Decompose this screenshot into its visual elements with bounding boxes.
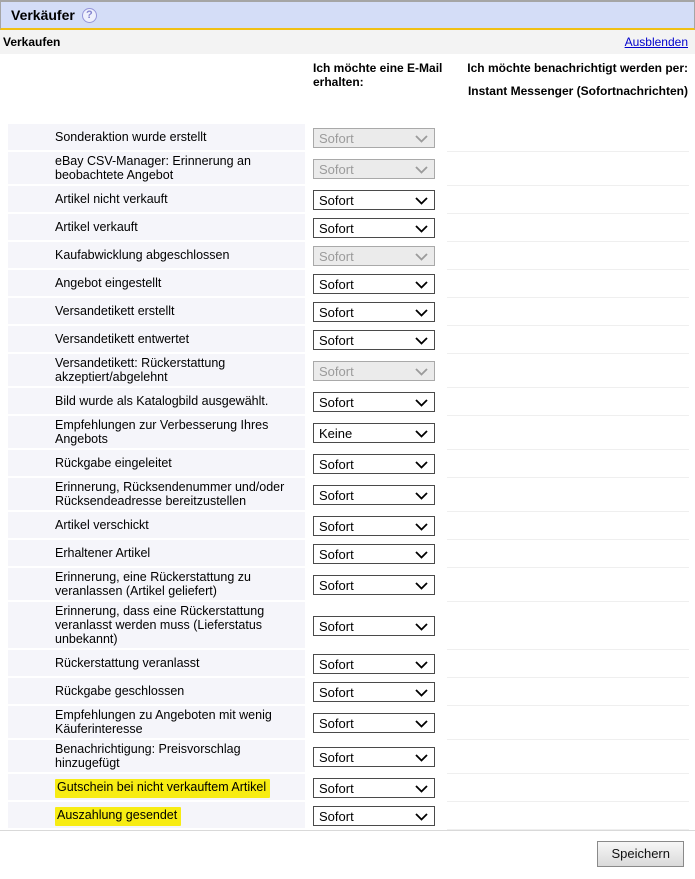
- notification-row: [8, 706, 689, 740]
- row-label-cell: [8, 706, 305, 740]
- row-label-cell: [8, 740, 305, 774]
- notification-row: [8, 802, 689, 830]
- notification-row: [8, 152, 689, 186]
- select-value: Sofort: [319, 192, 354, 208]
- chevron-down-icon: [415, 281, 428, 289]
- row-label: Artikel verschickt: [55, 518, 149, 532]
- email-select-cell: [305, 416, 447, 450]
- email-select-cell: [305, 298, 447, 326]
- row-label: Bild wurde als Katalogbild ausgewählt.: [55, 394, 269, 408]
- chevron-down-icon: [415, 197, 428, 205]
- chevron-down-icon: [415, 337, 428, 345]
- email-frequency-select[interactable]: [313, 682, 435, 702]
- im-cell: [447, 650, 689, 678]
- email-frequency-select[interactable]: [313, 713, 435, 733]
- notification-row: [8, 512, 689, 540]
- chevron-down-icon: [415, 623, 428, 631]
- email-frequency-select: [313, 159, 435, 179]
- im-cell: [447, 706, 689, 740]
- chevron-down-icon: [415, 225, 428, 233]
- email-frequency-select[interactable]: [313, 392, 435, 412]
- chevron-down-icon: [415, 754, 428, 762]
- notification-row: [8, 242, 689, 270]
- row-label: Erinnerung, dass eine Rückerstattung veranlasst werden muss (Lieferstatus unbekannt): [55, 604, 265, 646]
- email-select-cell: [305, 388, 447, 416]
- section-bar: [0, 30, 695, 54]
- row-label: Erinnerung, eine Rückerstattung zu veranlassen (Artikel geliefert): [55, 570, 251, 598]
- chevron-down-icon: [415, 661, 428, 669]
- notification-row: [8, 568, 689, 602]
- im-cell: [447, 416, 689, 450]
- email-select-cell: [305, 124, 447, 152]
- row-label-cell: [8, 214, 305, 242]
- email-frequency-select[interactable]: [313, 454, 435, 474]
- row-label-cell: [8, 802, 305, 830]
- notification-row: [8, 124, 689, 152]
- row-label-cell: [8, 186, 305, 214]
- select-value: Sofort: [319, 487, 354, 503]
- row-label: Rückerstattung veranlasst: [55, 656, 200, 670]
- email-frequency-select[interactable]: [313, 806, 435, 826]
- email-select-cell: [305, 650, 447, 678]
- chevron-down-icon: [415, 689, 428, 697]
- im-cell: [447, 152, 689, 186]
- footer: [0, 831, 695, 867]
- chevron-down-icon: [415, 309, 428, 317]
- select-value: Sofort: [319, 808, 354, 824]
- select-value: Sofort: [319, 363, 354, 379]
- email-select-cell: [305, 242, 447, 270]
- row-label-cell: [8, 326, 305, 354]
- chevron-down-icon: [415, 166, 428, 174]
- select-value: Keine: [319, 425, 353, 441]
- select-value: Sofort: [319, 304, 354, 320]
- email-select-cell: [305, 774, 447, 802]
- email-column-header: Ich möchte eine E-Mail erhalten:: [313, 61, 443, 89]
- im-cell: [447, 354, 689, 388]
- row-label-cell: [8, 416, 305, 450]
- email-select-cell: [305, 152, 447, 186]
- notification-row: [8, 450, 689, 478]
- row-label-cell: [8, 270, 305, 298]
- notification-row: [8, 478, 689, 512]
- select-value: Sofort: [319, 394, 354, 410]
- notification-row: [8, 186, 689, 214]
- row-label-cell: [8, 650, 305, 678]
- page-title: Verkäufer: [11, 7, 75, 23]
- email-frequency-select[interactable]: [313, 544, 435, 564]
- email-frequency-select: [313, 128, 435, 148]
- hide-link[interactable]: Ausblenden: [624, 35, 688, 49]
- column-headers: [0, 54, 695, 122]
- im-cell: [447, 124, 689, 152]
- chevron-down-icon: [415, 135, 428, 143]
- im-column-subheader: Instant Messenger (Sofortnachrichten): [467, 84, 688, 98]
- chevron-down-icon: [415, 492, 428, 500]
- email-frequency-select[interactable]: [313, 575, 435, 595]
- row-label-cell: [8, 512, 305, 540]
- row-label: Versandetikett entwertet: [55, 332, 190, 346]
- email-frequency-select[interactable]: [313, 485, 435, 505]
- email-frequency-select[interactable]: [313, 218, 435, 238]
- notification-row: [8, 388, 689, 416]
- email-select-cell: [305, 450, 447, 478]
- chevron-down-icon: [415, 253, 428, 261]
- im-cell: [447, 388, 689, 416]
- select-value: Sofort: [319, 546, 354, 562]
- select-value: Sofort: [319, 656, 354, 672]
- row-label-cell: [8, 388, 305, 416]
- rows: [0, 122, 695, 830]
- select-value: Sofort: [319, 456, 354, 472]
- im-cell: [447, 270, 689, 298]
- row-label: eBay CSV-Manager: Erinnerung an beobachtete Angebot: [55, 154, 251, 182]
- notification-row: [8, 298, 689, 326]
- im-cell: [447, 678, 689, 706]
- notification-row: [8, 416, 689, 450]
- im-cell: [447, 298, 689, 326]
- notification-row: [8, 650, 689, 678]
- select-value: Sofort: [319, 577, 354, 593]
- im-cell: [447, 774, 689, 802]
- chevron-down-icon: [415, 582, 428, 590]
- row-label-cell: [8, 124, 305, 152]
- select-value: Sofort: [319, 130, 354, 146]
- im-cell: [447, 540, 689, 568]
- email-frequency-select[interactable]: [313, 423, 435, 443]
- select-value: Sofort: [319, 618, 354, 634]
- im-cell: [447, 450, 689, 478]
- select-value: Sofort: [319, 518, 354, 534]
- select-value: Sofort: [319, 684, 354, 700]
- im-cell: [447, 602, 689, 650]
- notification-row: [8, 678, 689, 706]
- im-column-header: Ich möchte benachrichtigt werden per:: [467, 61, 688, 75]
- row-label: Artikel nicht verkauft: [55, 192, 168, 206]
- email-select-cell: [305, 602, 447, 650]
- chevron-down-icon: [415, 551, 428, 559]
- chevron-down-icon: [415, 720, 428, 728]
- email-select-cell: [305, 326, 447, 354]
- notification-row: [8, 774, 689, 802]
- select-value: Sofort: [319, 161, 354, 177]
- email-select-cell: [305, 512, 447, 540]
- im-cell: [447, 242, 689, 270]
- row-label-cell: [8, 568, 305, 602]
- row-label: Kaufabwicklung abgeschlossen: [55, 248, 230, 262]
- email-select-cell: [305, 540, 447, 568]
- email-frequency-select[interactable]: [313, 747, 435, 767]
- row-label-cell: [8, 478, 305, 512]
- row-label: Gutschein bei nicht verkauftem Artikel: [55, 779, 270, 795]
- email-frequency-select[interactable]: [313, 516, 435, 536]
- row-label: Benachrichtigung: Preisvorschlag hinzugefügt: [55, 742, 241, 770]
- select-value: Sofort: [319, 780, 354, 796]
- email-frequency-select[interactable]: [313, 190, 435, 210]
- panel-header: [0, 0, 695, 30]
- email-frequency-select: [313, 246, 435, 266]
- row-label-cell: [8, 450, 305, 478]
- row-label: Empfehlungen zu Angeboten mit wenig Käuferinteresse: [55, 708, 272, 736]
- email-select-cell: [305, 214, 447, 242]
- notification-row: [8, 214, 689, 242]
- section-title: Verkaufen: [3, 35, 61, 49]
- email-select-cell: [305, 740, 447, 774]
- save-button[interactable]: Speichern: [597, 841, 684, 867]
- email-frequency-select[interactable]: [313, 302, 435, 322]
- row-label: Erinnerung, Rücksendenummer und/oder Rücksendeadresse bereitzustellen: [55, 480, 285, 508]
- row-label-cell: [8, 602, 305, 650]
- row-label: Auszahlung gesendet: [55, 807, 181, 823]
- chevron-down-icon: [415, 461, 428, 469]
- email-select-cell: [305, 354, 447, 388]
- email-frequency-select[interactable]: [313, 330, 435, 350]
- email-select-cell: [305, 678, 447, 706]
- help-icon[interactable]: ?: [82, 8, 97, 23]
- chevron-down-icon: [415, 368, 428, 376]
- email-frequency-select[interactable]: [313, 778, 435, 798]
- im-cell: [447, 186, 689, 214]
- notification-row: [8, 740, 689, 774]
- notification-row: [8, 270, 689, 298]
- chevron-down-icon: [415, 399, 428, 407]
- email-frequency-select[interactable]: [313, 274, 435, 294]
- im-cell: [447, 512, 689, 540]
- chevron-down-icon: [415, 523, 428, 531]
- column-header-spacer: [8, 61, 305, 118]
- row-label: Empfehlungen zur Verbesserung Ihres Angebots: [55, 418, 269, 446]
- im-cell: [447, 568, 689, 602]
- im-column-header-wrap: [447, 61, 688, 118]
- row-label: Angebot eingestellt: [55, 276, 162, 290]
- row-label-cell: [8, 298, 305, 326]
- email-select-cell: [305, 802, 447, 830]
- row-label-cell: [8, 540, 305, 568]
- select-value: Sofort: [319, 332, 354, 348]
- email-select-cell: [305, 568, 447, 602]
- row-label-cell: [8, 242, 305, 270]
- select-value: Sofort: [319, 220, 354, 236]
- row-label: Rückgabe eingeleitet: [55, 456, 172, 470]
- row-label-cell: [8, 354, 305, 388]
- email-frequency-select[interactable]: [313, 654, 435, 674]
- row-label: Sonderaktion wurde erstellt: [55, 130, 207, 144]
- select-value: Sofort: [319, 248, 354, 264]
- email-frequency-select[interactable]: [313, 616, 435, 636]
- select-value: Sofort: [319, 749, 354, 765]
- chevron-down-icon: [415, 430, 428, 438]
- email-select-cell: [305, 478, 447, 512]
- notification-row: [8, 354, 689, 388]
- im-cell: [447, 802, 689, 830]
- row-label-cell: [8, 152, 305, 186]
- select-value: Sofort: [319, 276, 354, 292]
- email-select-cell: [305, 186, 447, 214]
- row-label: Versandetikett erstellt: [55, 304, 175, 318]
- im-cell: [447, 478, 689, 512]
- notification-row: [8, 602, 689, 650]
- email-frequency-select: [313, 361, 435, 381]
- im-cell: [447, 326, 689, 354]
- select-value: Sofort: [319, 715, 354, 731]
- notification-row: [8, 326, 689, 354]
- email-select-cell: [305, 706, 447, 740]
- row-label: Artikel verkauft: [55, 220, 138, 234]
- row-label: Rückgabe geschlossen: [55, 684, 185, 698]
- chevron-down-icon: [415, 785, 428, 793]
- im-cell: [447, 740, 689, 774]
- row-label-cell: [8, 678, 305, 706]
- chevron-down-icon: [415, 813, 428, 821]
- row-label: Versandetikett: Rückerstattung akzeptiert/abgelehnt: [55, 356, 226, 384]
- notification-row: [8, 540, 689, 568]
- im-cell: [447, 214, 689, 242]
- email-select-cell: [305, 270, 447, 298]
- row-label: Erhaltener Artikel: [55, 546, 151, 560]
- row-label-cell: [8, 774, 305, 802]
